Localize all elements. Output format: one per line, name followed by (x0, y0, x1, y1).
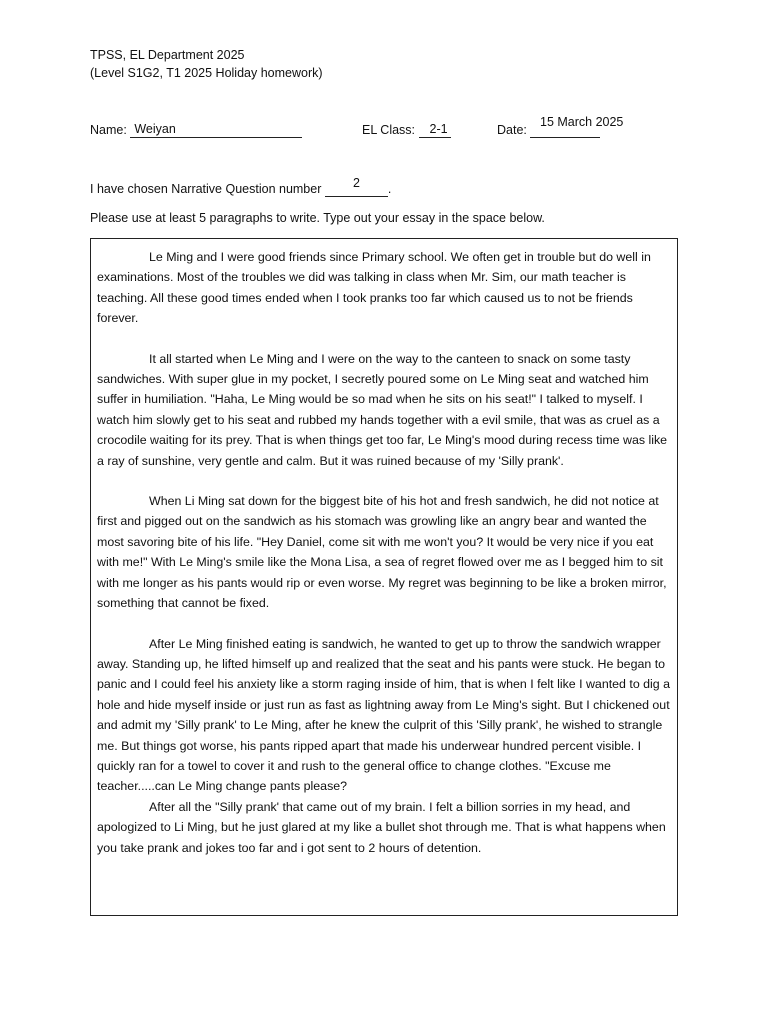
essay-box (90, 238, 678, 916)
essay-paragraph-2: It all started when Le Ming and I were on the way to the canteen to snack on some tasty sandwiches. With super glue in my pocket, I secretly poured some on Le Ming seat and watched him suffer in humiliation. "Haha, Le Ming would be so mad when he sits on his seat!" I talked to myself. I watch him slowly get to his seat and rubbed my hands together with a evil smile, that was as cruel as a crocodile waiting for its prey. That is when things get too far, Le Ming's mood during recess time was like a ray of sunshine, very gentle and calm. But it was ruined because of my 'Silly prank'. (97, 351, 668, 468)
question-number: 2 (353, 176, 360, 190)
name-blank (130, 123, 302, 138)
essay-paragraph-3: When Li Ming sat down for the biggest bite of his hot and fresh sandwich, he did not notice at first and pigged out on the sandwich as his stomach was growling like an angry bear and wanted the most savoring bite of his life. "Hey Daniel, come sit with me won't you? It would be very nice if you eat with me!" With Le Ming's smile like the Mona Lisa, a sea of regret flowed over me as I begged him to sit with me longer as his pants would rip or even worse. My regret was beginning to be like a broken mirror, something that cannot be fixed. (97, 494, 667, 611)
level-homework-line: (Level S1G2, T1 2025 Holiday homework) (90, 66, 323, 80)
instruction-text: Please use at least 5 paragraphs to write. Type out your essay in the space below. (90, 211, 545, 225)
choice-suffix: . (387, 182, 392, 196)
class-label: EL Class: (362, 123, 416, 137)
class-blank (419, 123, 451, 138)
date-label: Date: (497, 123, 527, 137)
school-department-line: TPSS, EL Department 2025 (90, 48, 245, 62)
question-choice-line (90, 181, 391, 197)
essay-paragraph-4: After Le Ming finished eating is sandwich, he wanted to get up to throw the sandwich wrapper away. Standing up, he lifted himself up and realized that the seat and his pants were stuck. He began to panic and I could feel his anxiety like a storm raging inside of him, that is when I felt like I wanted to dig a hole and hide myself inside or just run as fast as lightning away from Le Ming's sight. But I chickened out and admit my 'Silly prank' to Le Ming, after he knew the culprit of this 'Silly prank', he wished to strangle me. But things got worse, his pants ripped apart that made his underwear hundred percent visible. I quickly ran for a towel to cover it and rush to the general office to change clothes. "Excuse me teacher.....can Le Ming change pants please? (97, 636, 671, 794)
essay-paragraph-5: After all the "Silly prank' that came out of my brain. I felt a billion sorries in my head, and apologized to Li Ming, but he just glared at my like a bullet shot through me. That is what happens when you take prank and jokes too far and i got sent to 2 hours of detention. (97, 799, 666, 855)
name-field (90, 122, 302, 138)
date-value: 15 March 2025 (540, 115, 624, 129)
name-value: Weiyan (134, 122, 176, 136)
name-label: Name: (90, 123, 127, 137)
class-value: 2-1 (429, 122, 448, 136)
class-field (362, 122, 451, 138)
essay-paragraph-1: Le Ming and I were good friends since Primary school. We often get in trouble but do well in examinations. Most of the troubles we did was talking in class when Mr. Sim, our math teacher is teaching. All these good times ended when I took pranks too far which caused us to not be friends forever. (97, 250, 651, 326)
choice-prefix: I have chosen Narrative Question number (90, 182, 322, 196)
